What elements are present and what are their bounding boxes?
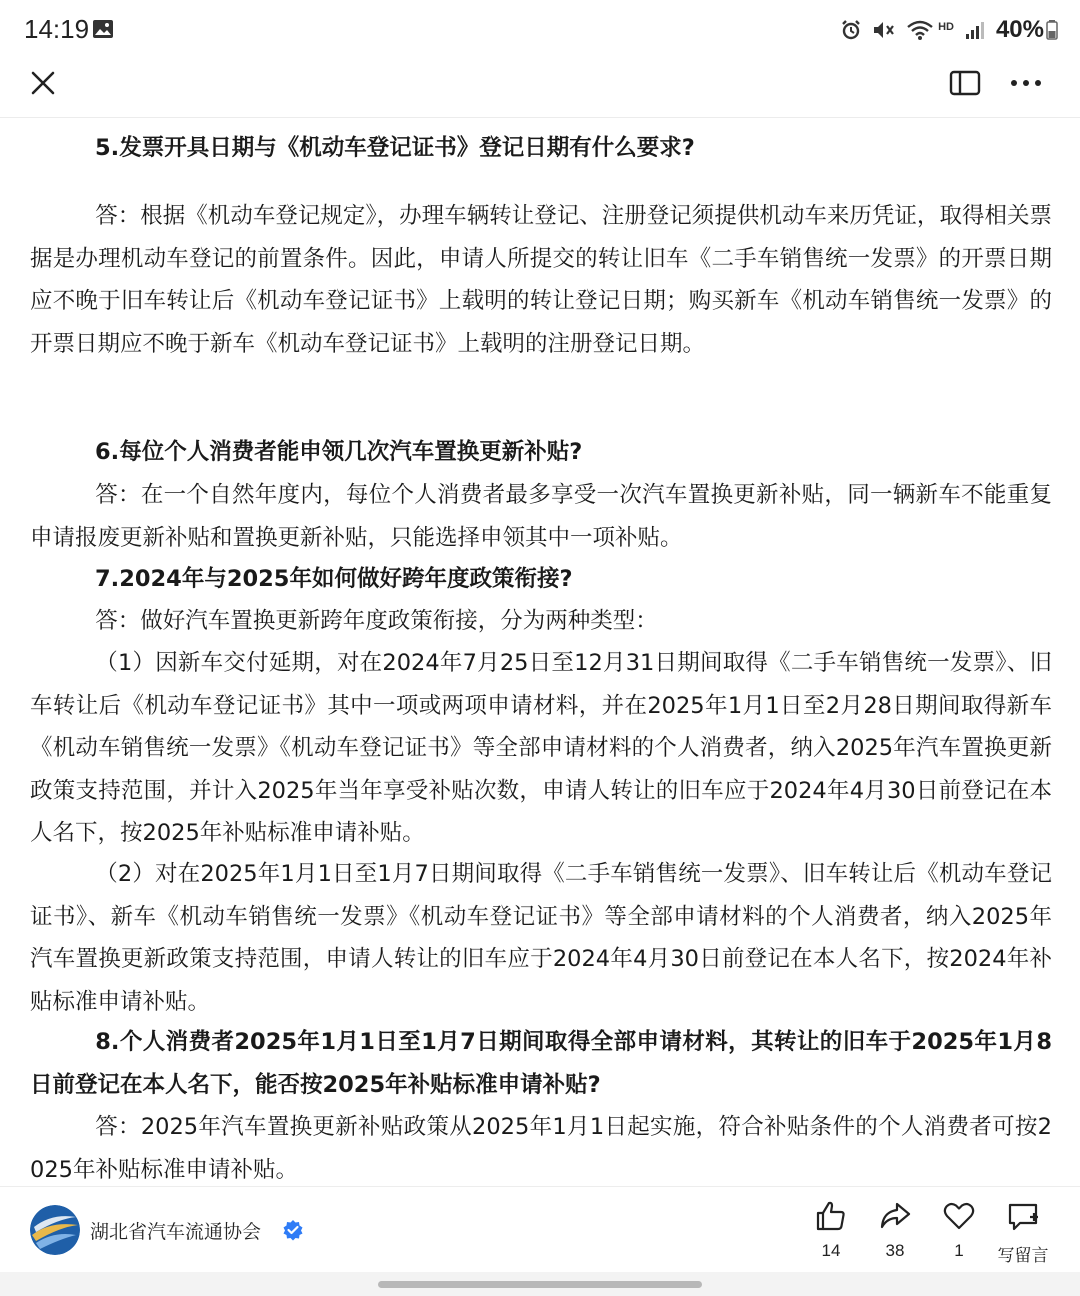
question-7-answer: 答：做好汽车置换更新跨年度政策衔接，分为两种类型：	[95, 608, 658, 634]
more-button[interactable]	[1008, 70, 1044, 96]
question-6-title: 6.每位个人消费者能申领几次汽车置换更新补贴?	[95, 439, 583, 465]
favorite-button[interactable]	[924, 1199, 994, 1265]
comment-label: 写留言	[997, 1246, 1049, 1265]
hd-icon: HD	[938, 21, 954, 33]
status-time: 14:19	[24, 14, 90, 44]
question-5-title: 5.发票开具日期与《机动车登记证书》登记日期有什么要求?	[95, 135, 695, 161]
panel-icon	[948, 68, 982, 98]
panel-button[interactable]	[948, 68, 982, 98]
question-7-item-1: （1）因新车交付延期，对在2024年7月25日至12月31日期间取得《二手车销售统一发票》、旧车转让后《机动车登记证书》其中一项或两项申请材料，并在2025年1月1日至2月28日期间取得新车《机动车销售统一发票》《机动车登记证书》等全部申请材料的个人消费者，纳入2025年汽车置换更新政策支持范围，并计入2025年当年享受补贴次数，申请人转让的旧车应于2024年4月30日前登记在本人名下，按2025年补贴标准申请补贴。	[30, 650, 1052, 846]
verified-icon	[282, 1219, 304, 1241]
share-count: 38	[885, 1241, 905, 1260]
comment-icon	[1006, 1199, 1040, 1233]
signal-icon	[964, 19, 986, 41]
question-7-title: 7.2024年与2025年如何做好跨年度政策衔接?	[95, 566, 573, 592]
status-icons	[840, 14, 1058, 46]
home-indicator[interactable]	[378, 1281, 702, 1288]
article-content	[30, 120, 1052, 1186]
mute-icon	[872, 19, 896, 41]
question-5-answer: 答：根据《机动车登记规定》，办理车辆转让登记、注册登记须提供机动车来历凭证，取得相关票据是办理机动车登记的前置条件。因此，申请人所提交的转让旧车《二手车销售统一发票》的开票日期应不晚于旧车转让后《机动车登记证书》上载明的转让登记日期；购买新车《机动车销售统一发票》的开票日期应不晚于新车《机动车登记证书》上载明的注册登记日期。	[30, 203, 1052, 357]
battery-icon	[1046, 19, 1058, 41]
heart-icon	[942, 1199, 976, 1233]
close-button[interactable]	[28, 68, 58, 98]
question-7-item-2: （2）对在2025年1月1日至1月7日期间取得《二手车销售统一发票》、旧车转让后《机动车登记证书》、新车《机动车销售统一发票》《机动车登记证书》等全部申请材料的个人消费者，纳入2025年汽车置换更新政策支持范围，申请人转让的旧车应于2024年4月30日前登记在本人名下，按2024年补贴标准申请补贴。	[30, 861, 1052, 1015]
like-button[interactable]	[796, 1199, 866, 1265]
battery-percent: 40%	[995, 16, 1044, 43]
question-8-title: 8.个人消费者2025年1月1日至1月7日期间取得全部申请材料，其转让的旧车于2025年1月8日前登记在本人名下，能否按2025年补贴标准申请补贴?	[30, 1029, 1052, 1098]
article-footer	[0, 1186, 1080, 1272]
question-8-answer: 答：2025年汽车置换更新补贴政策从2025年1月1日起实施，符合补贴条件的个人消费者可按2025年补贴标准申请补贴。	[30, 1114, 1052, 1183]
question-6-answer: 答：在一个自然年度内，每位个人消费者最多享受一次汽车置换更新补贴，同一辆新车不能重复申请报废更新补贴和置换更新补贴，只能选择申领其中一项补贴。	[30, 482, 1052, 551]
alarm-icon	[840, 19, 862, 41]
close-icon	[28, 68, 58, 98]
favorite-count: 1	[954, 1241, 964, 1260]
gallery-icon	[92, 18, 114, 40]
thumbs-up-icon	[814, 1199, 848, 1233]
like-count: 14	[821, 1241, 841, 1260]
share-icon	[878, 1199, 912, 1233]
account-avatar[interactable]	[30, 1205, 80, 1255]
wifi-icon	[906, 19, 934, 41]
status-bar	[0, 0, 1080, 60]
more-icon	[1008, 70, 1044, 96]
top-bar	[0, 60, 1080, 118]
association-logo-icon	[30, 1205, 80, 1255]
account-name[interactable]: 湖北省汽车流通协会	[90, 1221, 262, 1243]
share-button[interactable]	[860, 1199, 930, 1265]
comment-button[interactable]	[988, 1199, 1058, 1265]
